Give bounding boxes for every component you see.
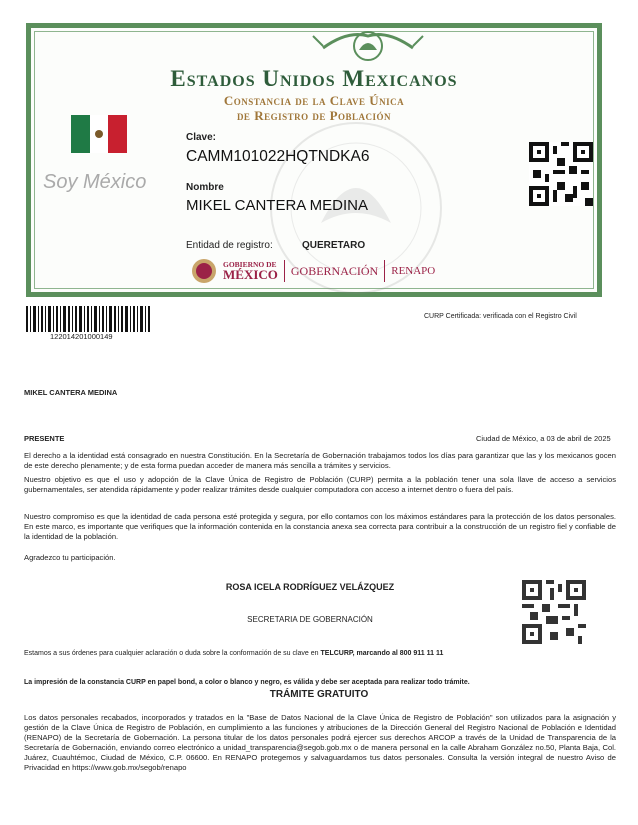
recipient-name: MIKEL CANTERA MEDINA (24, 388, 118, 397)
nombre-value: MIKEL CANTERA MEDINA (186, 197, 368, 214)
document-subtitle-line2: de Registro de Población (236, 108, 392, 123)
paragraph-identity: El derecho a la identidad está consagrado en nuestra Constitución. En la Secretaría de Gobernación trabajamos todos los días para garantizar que las y los mexicanos gocen de este derecho plenamente; y de esta forma puedan acceder de manera más sencilla a trámites y servicios. (24, 451, 616, 470)
paragraph-objective: Nuestro objetivo es que el uso y adopción de la Clave Única de Registro de Población (CURP) permita a la población tener una sola llave de acceso a servicios gubernamentales, ser atendida rápidamente y poder realizar trámites desde cualquier computadora con acceso a internet dentro o fuera del país. (24, 475, 616, 494)
signer-name: ROSA ICELA RODRÍGUEZ VELÁZQUEZ (225, 582, 395, 592)
country-title: Estados Unidos Mexicanos (170, 66, 458, 91)
eagle-emblem-icon (293, 28, 443, 68)
clave-label: Clave: (186, 132, 217, 143)
logo-divider (284, 260, 285, 282)
government-logos (191, 258, 435, 284)
document-qr-code-icon (522, 580, 586, 644)
barcode-number: 122014201000149 (50, 332, 113, 341)
logo-divider (384, 260, 385, 282)
gobierno-seal-icon (191, 258, 217, 284)
gobierno-line2: MÉXICO (223, 267, 278, 283)
document-subtitle-line1: Constancia de la Clave Única (223, 93, 405, 108)
renapo-logo: RENAPO (391, 265, 436, 277)
soy-mexico-label: Soy México (43, 171, 147, 193)
card-qr-code-icon (529, 142, 593, 206)
mexico-flag-icon (71, 115, 127, 153)
contact-text: Estamos a sus órdenes para cualquier aclaración o duda sobre la conformación de su clave en (24, 650, 321, 657)
paragraph-thanks: Agradezco tu participación. (24, 553, 116, 562)
presente-label: PRESENTE (24, 434, 65, 443)
entidad-label: Entidad de registro: (186, 240, 273, 251)
entidad-value: QUERETARO (302, 240, 366, 251)
gobierno-line1: GOBIERNO DE (223, 259, 277, 269)
printing-note: La impresión de la constancia CURP en papel bond, a color o blanco y negro, es válida y debe ser aceptada para realizar todo trámite. (24, 679, 470, 686)
gobernacion-logo: GOBERNACIÓN (290, 263, 379, 278)
paragraph-commitment: Nuestro compromiso es que la identidad de cada persona esté protegida y segura, por ello contamos con los máximos estándares para la protección de los datos personales. En este marco, es importante que verifiques que la información contenida en la constancia anexa sea correcta para contribuir a la construcción de un registro fiel y confiable de la identidad de la población. (24, 512, 616, 541)
curp-card (26, 23, 602, 297)
date-line: Ciudad de México, a 03 de abril de 2025 (476, 434, 611, 443)
signer-role: SECRETARIA DE GOBERNACIÓN (247, 615, 373, 624)
gobierno-de-mexico-logo (223, 261, 278, 282)
contact-line (24, 650, 443, 657)
nombre-label: Nombre (186, 182, 224, 193)
clave-value: CAMM101022HQTNDKA6 (186, 148, 370, 165)
contact-phone: TELCURP, marcando al 800 911 11 11 (320, 650, 444, 657)
privacy-notice: Los datos personales recabados, incorporados y tratados en la "Base de Datos Nacional de la Clave Única de Registro de Población" son utilizados para la asignación y gestión de la Clave Única de Registro de Población, en cumplimiento a las funciones y atribuciones de la Dirección General del Registro Nacional de Población e Identidad (RENAPO) de la Secretaría de Gobernación. La persona titular de los datos personales podrá ejercer sus derechos ARCOP a través de la Unidad de Transparencia de la Secretaría de Gobernación, enviando correo electrónico a unidad_transparencia@segob.gob.mx o de manera personal en la calle Abraham González no.50, Planta Baja, Col. Juárez, Cuauhtémoc, Ciudad de México, C.P. 06600. En RENAPO protegemos y salvaguardamos tus datos personales. Consulta la versión integral de nuestro Aviso de Privacidad en https://www.gob.mx/segob/renapo (24, 713, 616, 772)
tramite-gratuito: TRÁMITE GRATUITO (269, 689, 369, 700)
certified-text: CURP Certificada: verificada con el Registro Civil (424, 313, 577, 320)
barcode-icon (26, 306, 150, 332)
